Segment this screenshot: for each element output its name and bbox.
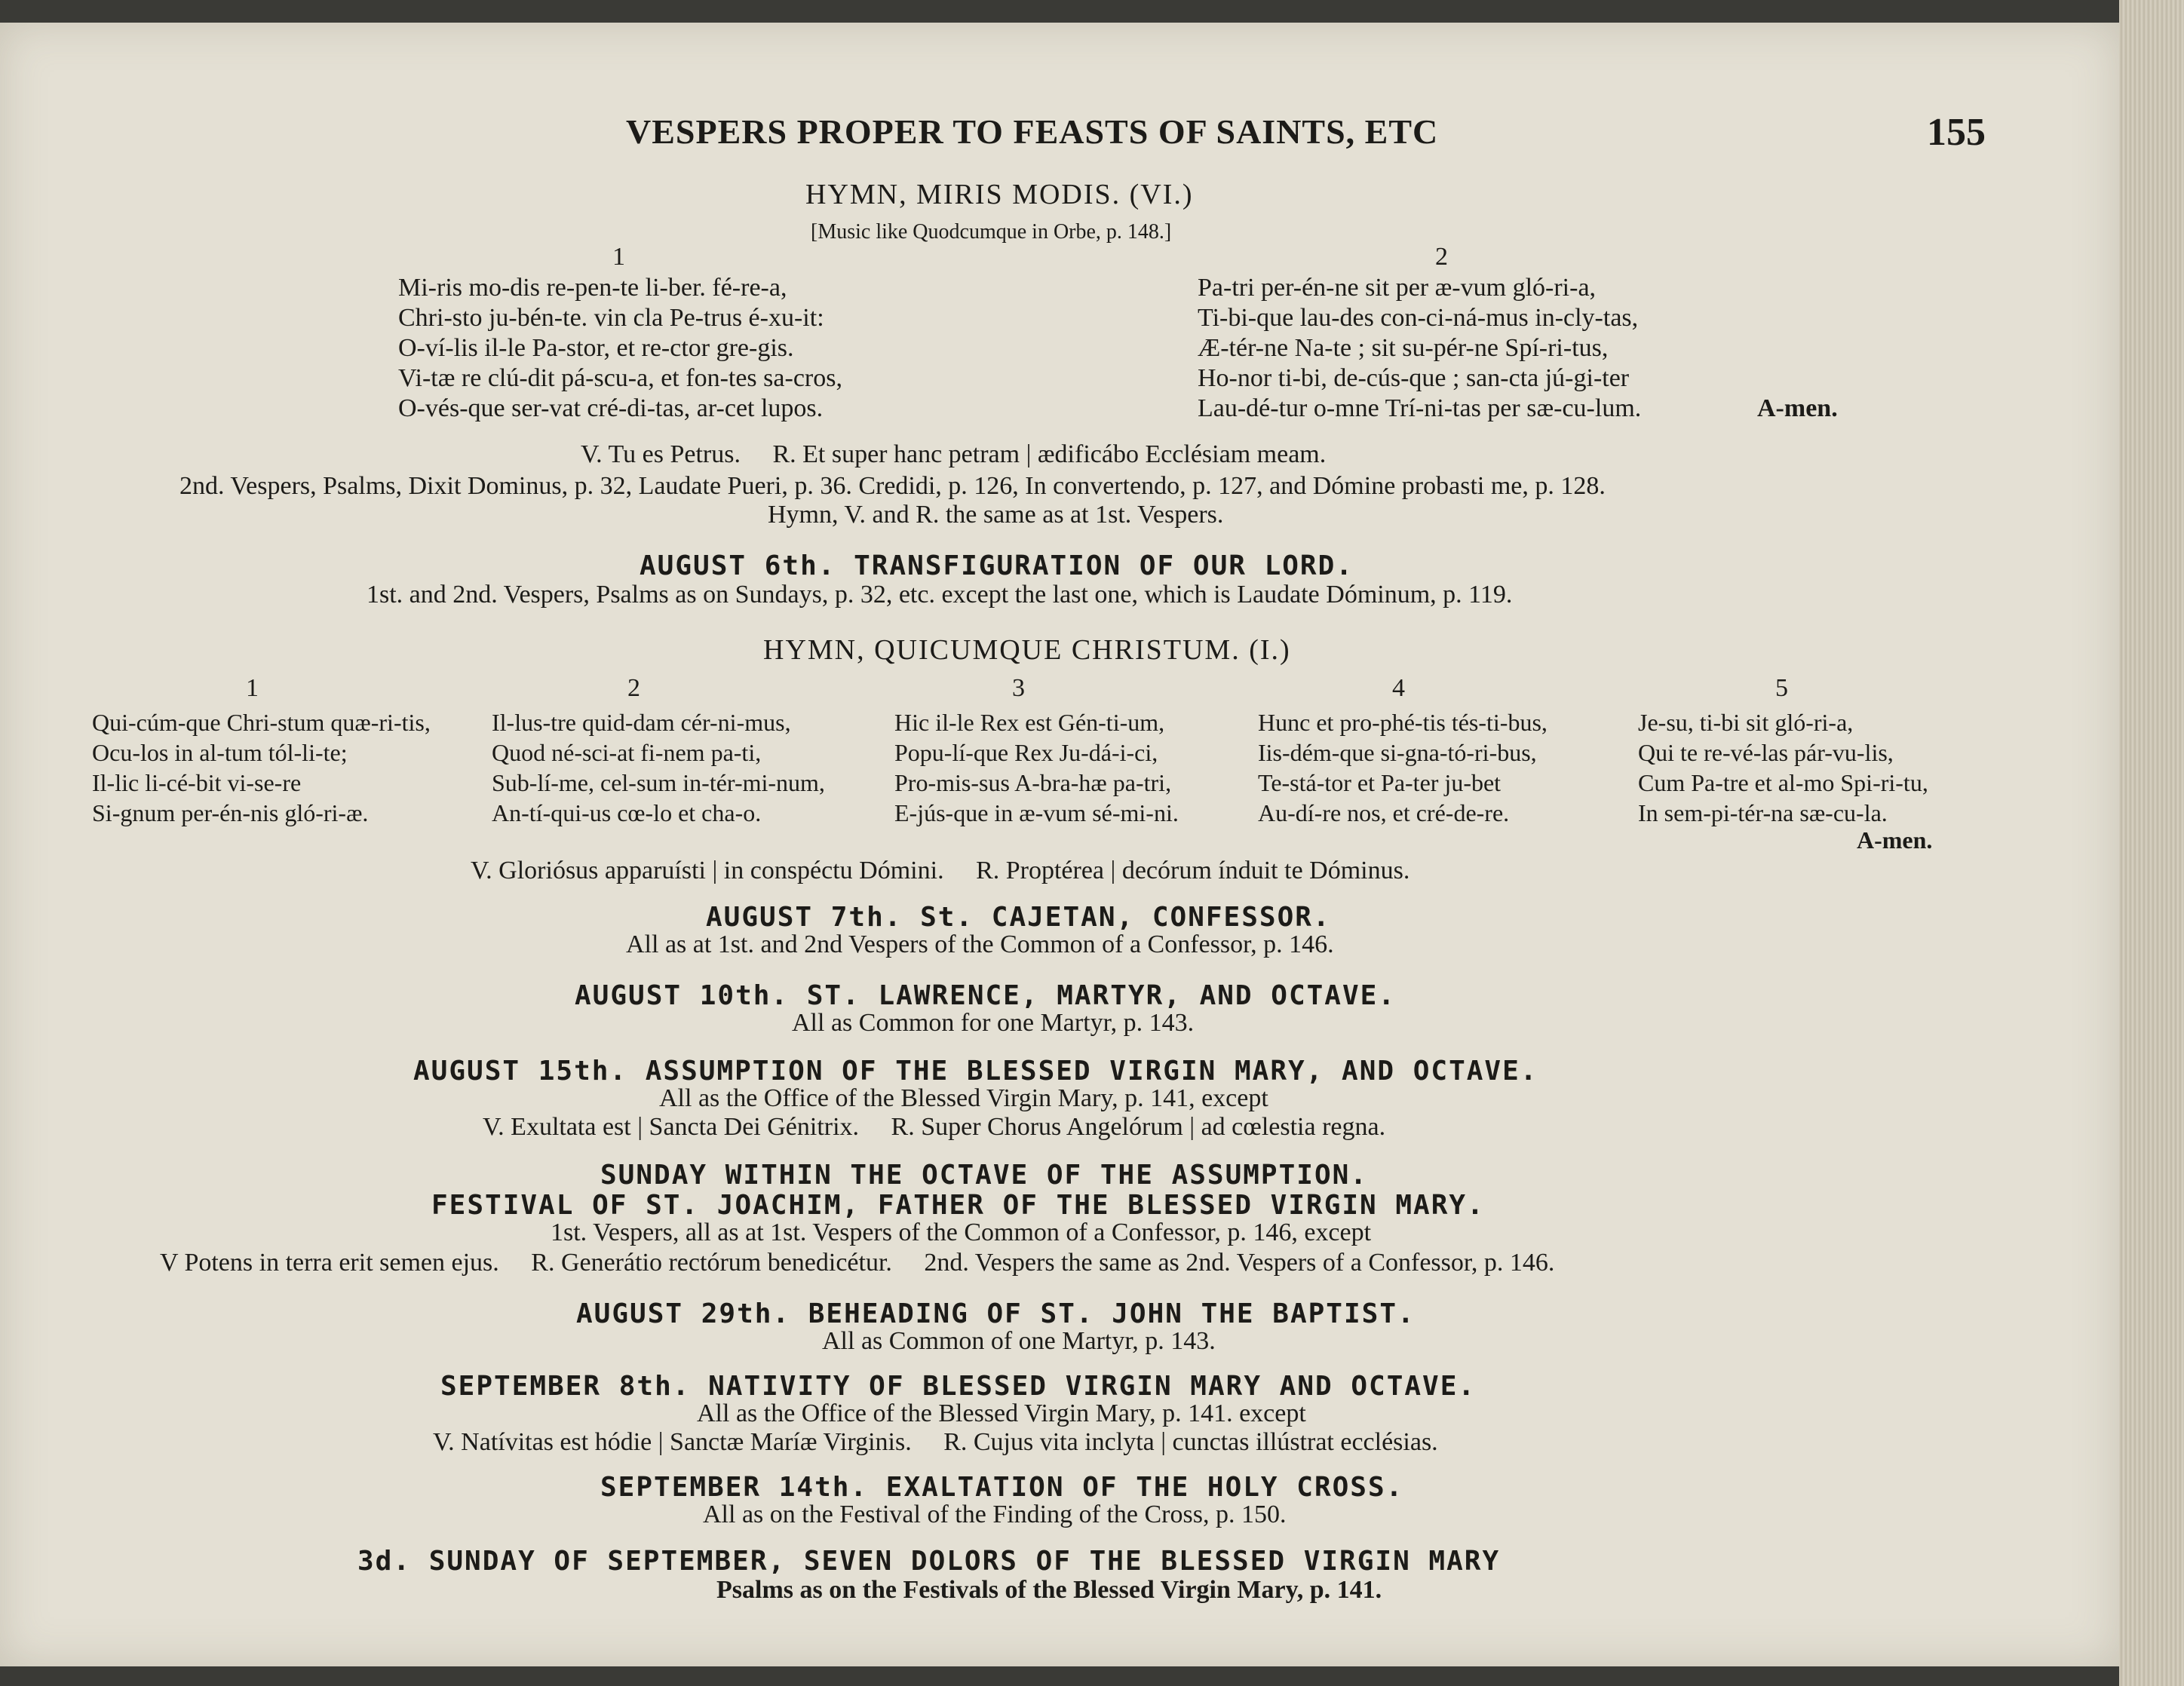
verse-line: Vi-tæ re clú-dit pá-scu-a, et fon-tes sa-cros,	[398, 364, 842, 392]
feast-heading: AUGUST 6th. TRANSFIGURATION OF OUR LORD.	[640, 550, 1354, 581]
second-vespers: 2nd. Vespers, Psalms, Dixit Dominus, p. 32, Laudate Pueri, p. 36. Credidi, p. 126, In convertendo, p. 127, and Dómine probasti me, p. 128.	[179, 472, 1606, 500]
verse-line: Qui te re-vé-las pár-vu-lis,	[1638, 739, 1894, 766]
hymn-title: HYMN, QUICUMQUE CHRISTUM. (I.)	[763, 634, 1291, 666]
verse-line: An-tí-qui-us cœ-lo et cha-o.	[492, 799, 762, 826]
verse-line: Il-lic li-cé-bit vi-se-re	[92, 769, 302, 796]
feast-heading: SEPTEMBER 8th. NATIVITY OF BLESSED VIRGIN MARY AND OCTAVE.	[440, 1371, 1477, 1402]
verse-line: Au-dí-re nos, et cré-de-re.	[1258, 799, 1510, 826]
verse-line: Quod né-sci-at fi-nem pa-ti,	[492, 739, 762, 766]
amen: A-men.	[1857, 826, 1933, 854]
verse-line: Te-stá-tor et Pa-ter ju-bet	[1258, 769, 1502, 796]
hymn-same-note: Hymn, V. and R. the same as at 1st. Vespers.	[768, 501, 1224, 529]
feast-note: All as the Office of the Blessed Virgin Mary, p. 141. except	[697, 1399, 1306, 1427]
versicle: V. Natívitas est hódie | Sanctæ Maríæ Virginis. R. Cujus vita inclyta | cunctas illústrat ecclésias.	[433, 1428, 1438, 1456]
amen: A-men.	[1757, 394, 1838, 422]
versicle: V. Gloriósus apparuísti | in conspéctu Dómini. R. Proptérea | decórum índuit te Dóminus.	[471, 857, 1410, 884]
verse-line: Lau-dé-tur o-mne Trí-ni-tas per sæ-cu-lum.	[1198, 394, 1642, 422]
feast-heading: AUGUST 7th. St. CAJETAN, CONFESSOR.	[706, 902, 1331, 933]
feast-heading: AUGUST 15th. ASSUMPTION OF THE BLESSED VIRGIN MARY, AND OCTAVE.	[413, 1056, 1538, 1087]
verse-line: Je-su, ti-bi sit gló-ri-a,	[1638, 709, 1854, 736]
verse-line: Pro-mis-sus A-bra-hæ pa-tri,	[894, 769, 1172, 796]
verse-line: Mi-ris mo-dis re-pen-te li-ber. fé-re-a,	[398, 274, 787, 302]
verse-line: Chri-sto ju-bén-te. vin cla Pe-trus é-xu-it:	[398, 304, 824, 332]
hymn-title: HYMN, MIRIS MODIS. (VI.)	[805, 179, 1194, 210]
verse-line: O-vés-que ser-vat cré-di-tas, ar-cet lupos.	[398, 394, 824, 422]
verse-number: 1	[612, 243, 625, 271]
verse-number: 1	[246, 674, 259, 702]
feast-heading: SEPTEMBER 14th. EXALTATION OF THE HOLY CROSS.	[600, 1472, 1404, 1503]
feast-heading: FESTIVAL OF ST. JOACHIM, FATHER OF THE BLESSED VIRGIN MARY.	[431, 1190, 1485, 1221]
running-head: VESPERS PROPER TO FEASTS OF SAINTS, ETC	[626, 112, 1439, 151]
feast-heading: SUNDAY WITHIN THE OCTAVE OF THE ASSUMPTION.	[600, 1160, 1368, 1191]
verse-number: 2	[627, 674, 640, 702]
versicle: V. Tu es Petrus. R. Et super hanc petram | ædificábo Ecclésiam meam.	[581, 440, 1327, 468]
verse-line: Ocu-los in al-tum tól-li-te;	[92, 739, 348, 766]
hymn-note: [Music like Quodcumque in Orbe, p. 148.]	[811, 220, 1172, 244]
feast-note: 1st. Vespers, all as at 1st. Vespers of the Common of a Confessor, p. 146, except	[551, 1219, 1372, 1246]
feast-note: Psalms as on the Festivals of the Blessed Virgin Mary, p. 141.	[716, 1576, 1382, 1604]
verse-line: Pa-tri per-én-ne sit per æ-vum gló-ri-a,	[1198, 274, 1597, 302]
feast-note: All as Common for one Martyr, p. 143.	[792, 1009, 1195, 1037]
verse-line: E-jús-que in æ-vum sé-mi-ni.	[894, 799, 1179, 826]
feast-heading: 3d. SUNDAY OF SEPTEMBER, SEVEN DOLORS OF THE BLESSED VIRGIN MARY	[357, 1546, 1501, 1577]
verse-number: 3	[1012, 674, 1025, 702]
verse-line: Ho-nor ti-bi, de-cús-que ; san-cta jú-gi-ter	[1198, 364, 1630, 392]
verse-line: Il-lus-tre quid-dam cér-ni-mus,	[492, 709, 791, 736]
verse-line: Hunc et pro-phé-tis tés-ti-bus,	[1258, 709, 1548, 736]
verse-line: Qui-cúm-que Chri-stum quæ-ri-tis,	[92, 709, 431, 736]
feast-note: All as the Office of the Blessed Virgin Mary, p. 141, except	[659, 1084, 1268, 1112]
verse-line: Cum Pa-tre et al-mo Spi-ri-tu,	[1638, 769, 1928, 796]
verse-number: 4	[1392, 674, 1405, 702]
versicle: V. Exultata est | Sancta Dei Génitrix. R. Super Chorus Angelórum | ad cœlestia regna.	[483, 1113, 1386, 1141]
versicle: V Potens in terra erit semen ejus. R. Generátio rectórum benedicétur. 2nd. Vespers the same as 2nd. Vespers of a Confessor, p. 146.	[160, 1249, 1555, 1277]
verse-line: O-ví-lis il-le Pa-stor, et re-ctor gre-gis.	[398, 334, 794, 362]
verse-line: Sub-lí-me, cel-sum in-tér-mi-num,	[492, 769, 825, 796]
page-number: 155	[1927, 111, 1986, 154]
feast-note: All as on the Festival of the Finding of the Cross, p. 150.	[703, 1501, 1287, 1528]
verse-line: Æ-tér-ne Na-te ; sit su-pér-ne Spí-ri-tus,	[1198, 334, 1609, 362]
verse-number: 5	[1775, 674, 1788, 702]
feast-note: 1st. and 2nd. Vespers, Psalms as on Sundays, p. 32, etc. except the last one, which is Laudate Dóminum, p. 119.	[367, 581, 1513, 608]
verse-number: 2	[1435, 243, 1448, 271]
feast-heading: AUGUST 29th. BEHEADING OF ST. JOHN THE BAPTIST.	[576, 1298, 1416, 1329]
verse-line: Si-gnum per-én-nis gló-ri-æ.	[92, 799, 369, 826]
verse-line: In sem-pi-tér-na sæ-cu-la.	[1638, 799, 1888, 826]
feast-note: All as at 1st. and 2nd Vespers of the Common of a Confessor, p. 146.	[626, 930, 1334, 958]
verse-line: Iis-dém-que si-gna-tó-ri-bus,	[1258, 739, 1537, 766]
feast-heading: AUGUST 10th. ST. LAWRENCE, MARTYR, AND OCTAVE.	[575, 980, 1396, 1011]
verse-line: Popu-lí-que Rex Ju-dá-i-ci,	[894, 739, 1158, 766]
verse-line: Ti-bi-que lau-des con-ci-ná-mus in-cly-tas,	[1198, 304, 1639, 332]
verse-line: Hic il-le Rex est Gén-ti-um,	[894, 709, 1165, 736]
feast-note: All as Common of one Martyr, p. 143.	[822, 1327, 1216, 1355]
page-edge	[2119, 0, 2184, 1686]
